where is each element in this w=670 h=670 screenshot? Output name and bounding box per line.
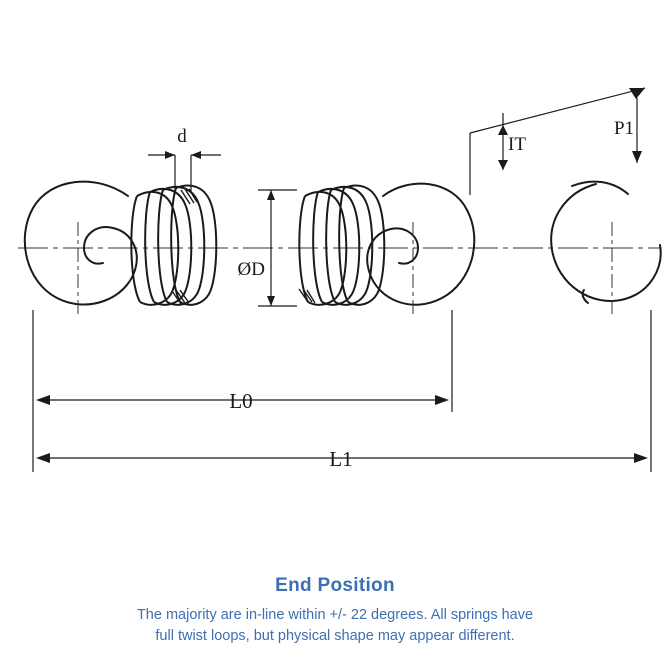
label-free-length: L0 [229, 389, 253, 413]
wire-section-hatch-right [299, 289, 315, 303]
caption-line-1: The majority are in-line within +/- 22 degrees. All springs have [136, 607, 534, 623]
extended-hook [551, 182, 660, 303]
right-coil-group [299, 186, 384, 305]
label-p1: P1 [613, 118, 635, 139]
label-initial-tension: IT [508, 134, 526, 155]
label-wire-diameter: d [177, 126, 187, 147]
dimension-initial-tension [470, 88, 645, 195]
caption-line-2: full twist loops, but physical shape may appear different. [155, 628, 515, 645]
label-overall-length: L1 [329, 447, 353, 471]
caption-title: End Position [275, 575, 395, 596]
label-outer-diameter: ØD [237, 259, 265, 280]
left-coil-group [131, 186, 216, 305]
caption-block [0, 575, 670, 647]
left-end-loop [25, 182, 137, 305]
